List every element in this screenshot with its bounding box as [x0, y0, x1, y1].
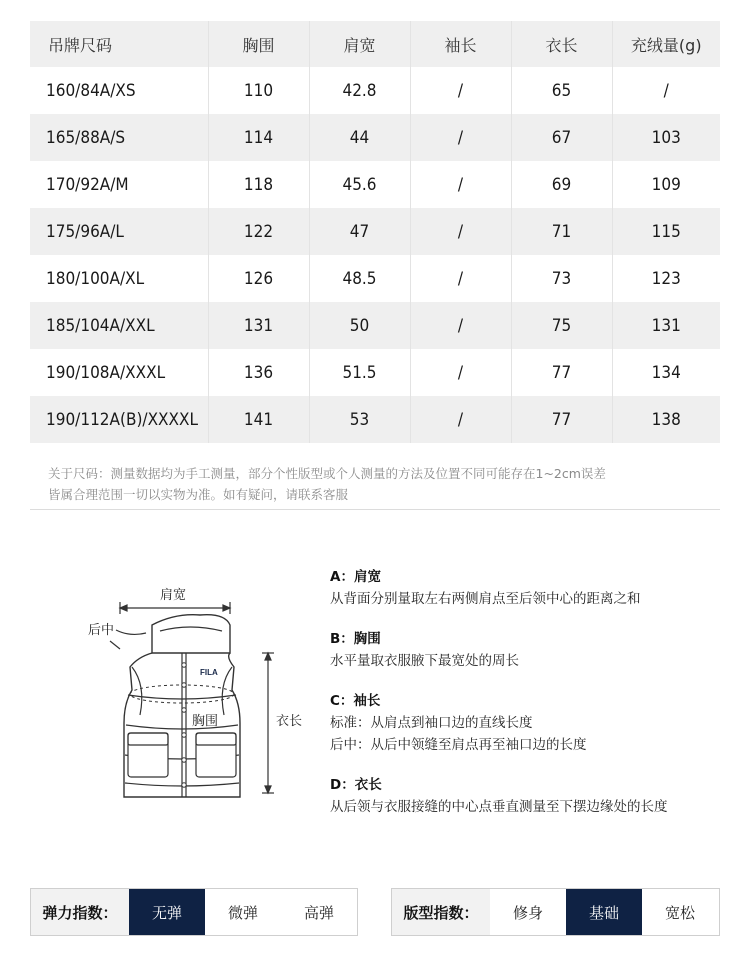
cell-sleeve: /	[410, 208, 511, 255]
cell-shoulder: 45.6	[309, 161, 410, 208]
cell-size: 180/100A/XL	[46, 268, 145, 289]
desc-title: B：胸围	[330, 631, 381, 647]
desc-chest	[330, 628, 730, 672]
cell-length: 73	[511, 255, 612, 302]
desc-length	[330, 774, 730, 818]
table-row	[30, 302, 720, 349]
table-row	[30, 208, 720, 255]
cell-chest: 110	[208, 67, 309, 114]
cell-length: 65	[511, 67, 612, 114]
table-row	[30, 161, 720, 208]
desc-sleeve	[330, 690, 730, 756]
cell-sleeve: /	[410, 302, 511, 349]
size-table	[30, 21, 720, 443]
elasticity-option-none[interactable]: 无弹	[129, 889, 205, 935]
cell-chest: 131	[208, 302, 309, 349]
desc-title: A：肩宽	[330, 569, 381, 585]
fit-option-regular[interactable]: 基础	[566, 889, 642, 935]
cell-length: 71	[511, 208, 612, 255]
table-row	[30, 67, 720, 114]
desc-title: C：袖长	[330, 693, 381, 709]
elasticity-label: 弹力指数：	[31, 889, 129, 935]
cell-sleeve: /	[410, 396, 511, 443]
cell-shoulder: 53	[309, 396, 410, 443]
length-label: 衣长	[276, 714, 303, 729]
fit-index	[391, 888, 720, 936]
cell-down-fill: 115	[612, 208, 720, 255]
cell-size: 165/88A/S	[30, 114, 208, 161]
cell-length: 77	[511, 349, 612, 396]
note-line: 皆属合理范围一切以实物为准。如有疑问，请联系客服	[48, 487, 349, 502]
cell-sleeve: /	[410, 161, 511, 208]
header-chest: 胸围	[208, 21, 309, 67]
desc-text: 从后领与衣服接缝的中心点垂直测量至下摆边缘处的长度	[330, 799, 668, 815]
desc-text: 从背面分别量取左右两侧肩点至后领中心的距离之和	[330, 591, 641, 607]
cell-down-fill: 103	[612, 114, 720, 161]
cell-down-fill: 123	[612, 255, 720, 302]
header-length: 衣长	[511, 21, 612, 67]
cell-sleeve: /	[410, 67, 511, 114]
cell-chest: 118	[208, 161, 309, 208]
cell-size: 175/96A/L	[30, 208, 208, 255]
elasticity-option-slight[interactable]: 微弹	[227, 903, 258, 922]
cell-shoulder: 48.5	[309, 255, 410, 302]
cell-shoulder: 47	[309, 208, 410, 255]
desc-text: 后中：从后中领缝至肩点再至袖口边的长度	[330, 737, 587, 753]
header-shoulder: 肩宽	[309, 21, 410, 67]
desc-shoulder	[330, 566, 730, 610]
desc-text: 水平量取衣服腋下最宽处的周长	[330, 653, 519, 669]
table-header-row	[30, 21, 720, 67]
cell-chest: 122	[208, 208, 309, 255]
cell-shoulder: 42.8	[309, 67, 410, 114]
cell-size: 190/108A/XXXL	[46, 362, 166, 383]
cell-down-fill: 138	[612, 396, 720, 443]
cell-sleeve: /	[410, 255, 511, 302]
cell-length: 69	[511, 161, 612, 208]
cell-size: 170/92A/M	[46, 174, 129, 195]
cell-chest: 141	[208, 396, 309, 443]
header-size: 吊牌尺码	[30, 21, 208, 67]
table-row	[30, 255, 720, 302]
cell-size: 190/112A(B)/XXXXL	[30, 396, 208, 443]
vest-diagram	[80, 575, 320, 810]
desc-text: 标准：从肩点到袖口边的直线长度	[330, 715, 533, 731]
cell-down-fill: 109	[612, 161, 720, 208]
header-down-fill: 充绒量(g)	[612, 21, 720, 67]
divider	[30, 509, 720, 510]
elasticity-index	[30, 888, 358, 936]
cell-size: 160/84A/XS	[46, 80, 136, 101]
cell-size: 185/104A/XXL	[30, 302, 208, 349]
elasticity-option-high[interactable]: 高弹	[303, 903, 334, 922]
cell-length: 77	[511, 396, 612, 443]
table-row	[30, 349, 720, 396]
cell-chest: 136	[208, 349, 309, 396]
header-sleeve: 袖长	[410, 21, 511, 67]
chest-label: 胸围	[192, 714, 219, 729]
cell-down-fill: 131	[612, 302, 720, 349]
desc-title: D：衣长	[330, 777, 382, 793]
table-row	[30, 396, 720, 443]
fit-label: 版型指数：	[392, 889, 490, 935]
measurement-note	[48, 463, 728, 505]
cell-shoulder: 44	[309, 114, 410, 161]
cell-shoulder: 51.5	[309, 349, 410, 396]
cell-down-fill: 134	[612, 349, 720, 396]
back-center-label: 后中	[88, 623, 115, 638]
vest-illustration	[80, 575, 320, 810]
table-row	[30, 114, 720, 161]
cell-sleeve: /	[410, 349, 511, 396]
cell-length: 75	[511, 302, 612, 349]
cell-shoulder: 50	[309, 302, 410, 349]
cell-sleeve: /	[410, 114, 511, 161]
cell-chest: 126	[208, 255, 309, 302]
cell-down-fill: /	[612, 67, 720, 114]
cell-chest: 114	[208, 114, 309, 161]
cell-length: 67	[511, 114, 612, 161]
shoulder-label: 肩宽	[160, 588, 187, 603]
fit-option-slim[interactable]: 修身	[512, 903, 543, 922]
fit-option-loose[interactable]: 宽松	[664, 903, 695, 922]
measurement-descriptions	[330, 566, 730, 836]
note-line: 关于尺码：测量数据均为手工测量，部分个性版型或个人测量的方法及位置不同可能存在1~2cm误差	[48, 466, 606, 481]
brand-logo: FILA	[200, 668, 218, 677]
